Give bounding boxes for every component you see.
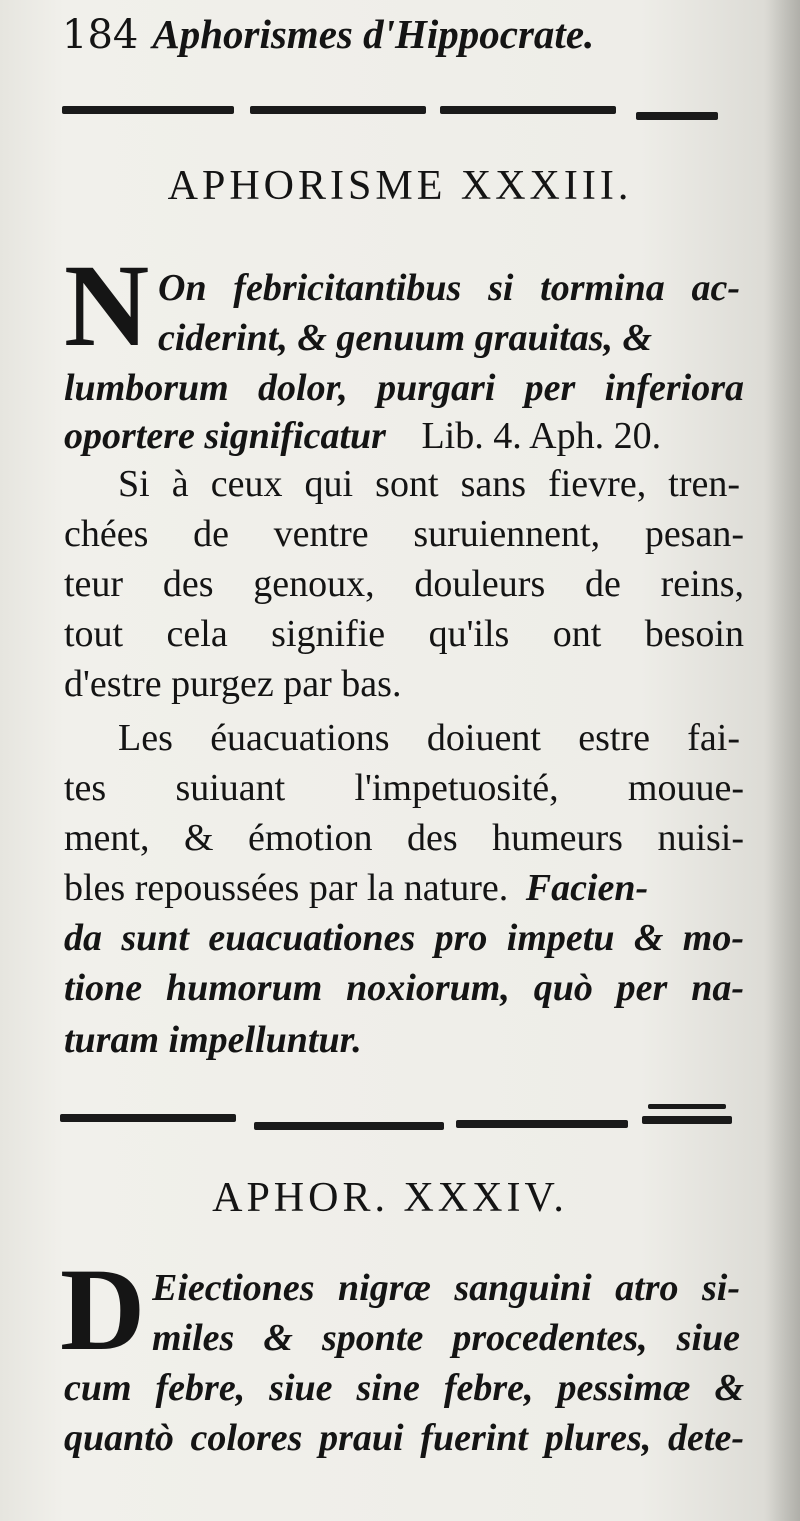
page-gutter-shadow bbox=[764, 0, 800, 1521]
latin-line: turam impelluntur. bbox=[64, 1019, 362, 1061]
aphorism-heading: APHORISME XXXIII. bbox=[167, 163, 633, 209]
commentary-line bbox=[64, 864, 744, 912]
aphorism-reference: Lib. 4. Aph. 20. bbox=[421, 415, 662, 457]
drop-cap-letter: N bbox=[64, 240, 150, 371]
middle-rule-segment-4 bbox=[642, 1116, 732, 1124]
latin-line: quantò colores praui fuerint plures, dete- bbox=[64, 1417, 744, 1459]
running-title: Aphorismes d'Hippocrate. bbox=[152, 11, 595, 57]
latin-line: miles & sponte procedentes, siue bbox=[152, 1317, 740, 1359]
latin-line: cum febre, siue sine febre, pessimæ & bbox=[64, 1367, 744, 1409]
french-line: teur des genoux, douleurs de reins, bbox=[64, 563, 744, 605]
french-line: Si à ceux qui sont sans fievre, tren- bbox=[118, 463, 740, 505]
latin-line: ciderint, & genuum grauitas, & bbox=[158, 317, 653, 359]
latin-line bbox=[64, 412, 744, 460]
page-number: 184 bbox=[62, 12, 139, 58]
commentary-line: Les éuacuations doiuent estre fai- bbox=[118, 717, 740, 759]
middle-rule-segment-5 bbox=[648, 1104, 726, 1109]
middle-rule-segment-2 bbox=[254, 1122, 444, 1130]
latin-line: tione humorum noxiorum, quò per na- bbox=[64, 967, 744, 1009]
latin-inline: Facien- bbox=[525, 867, 649, 909]
aphorism-heading: APHOR. XXXIV. bbox=[212, 1175, 568, 1221]
commentary-line: tes suiuant l'impetuosité, mouue- bbox=[64, 767, 744, 809]
middle-rule-segment-1 bbox=[60, 1114, 236, 1122]
latin-line: lumborum dolor, purgari per inferiora bbox=[64, 367, 744, 409]
latin-line: da sunt euacuationes pro impetu & mo- bbox=[64, 917, 744, 959]
latin-line-text: oportere significatur bbox=[64, 415, 386, 457]
top-rule-segment-4 bbox=[636, 112, 718, 120]
running-head bbox=[62, 8, 762, 68]
top-rule-segment-2 bbox=[250, 106, 426, 114]
latin-line: On febricitantibus si tormina ac- bbox=[158, 267, 740, 309]
french-line: chées de ventre suruiennent, pesan- bbox=[64, 513, 744, 555]
commentary-line: ment, & émotion des humeurs nuisi- bbox=[64, 817, 744, 859]
top-rule-segment-3 bbox=[440, 106, 616, 114]
french-line: tout cela signifie qu'ils ont besoin bbox=[64, 613, 744, 655]
commentary-line-text: bles repoussées par la nature. bbox=[64, 867, 509, 909]
top-rule-segment-1 bbox=[62, 106, 234, 114]
middle-rule-segment-3 bbox=[456, 1120, 628, 1128]
latin-line: Eiectiones nigræ sanguini atro si- bbox=[152, 1267, 740, 1309]
drop-cap-letter: D bbox=[60, 1244, 146, 1375]
french-line: d'estre purgez par bas. bbox=[64, 663, 402, 705]
